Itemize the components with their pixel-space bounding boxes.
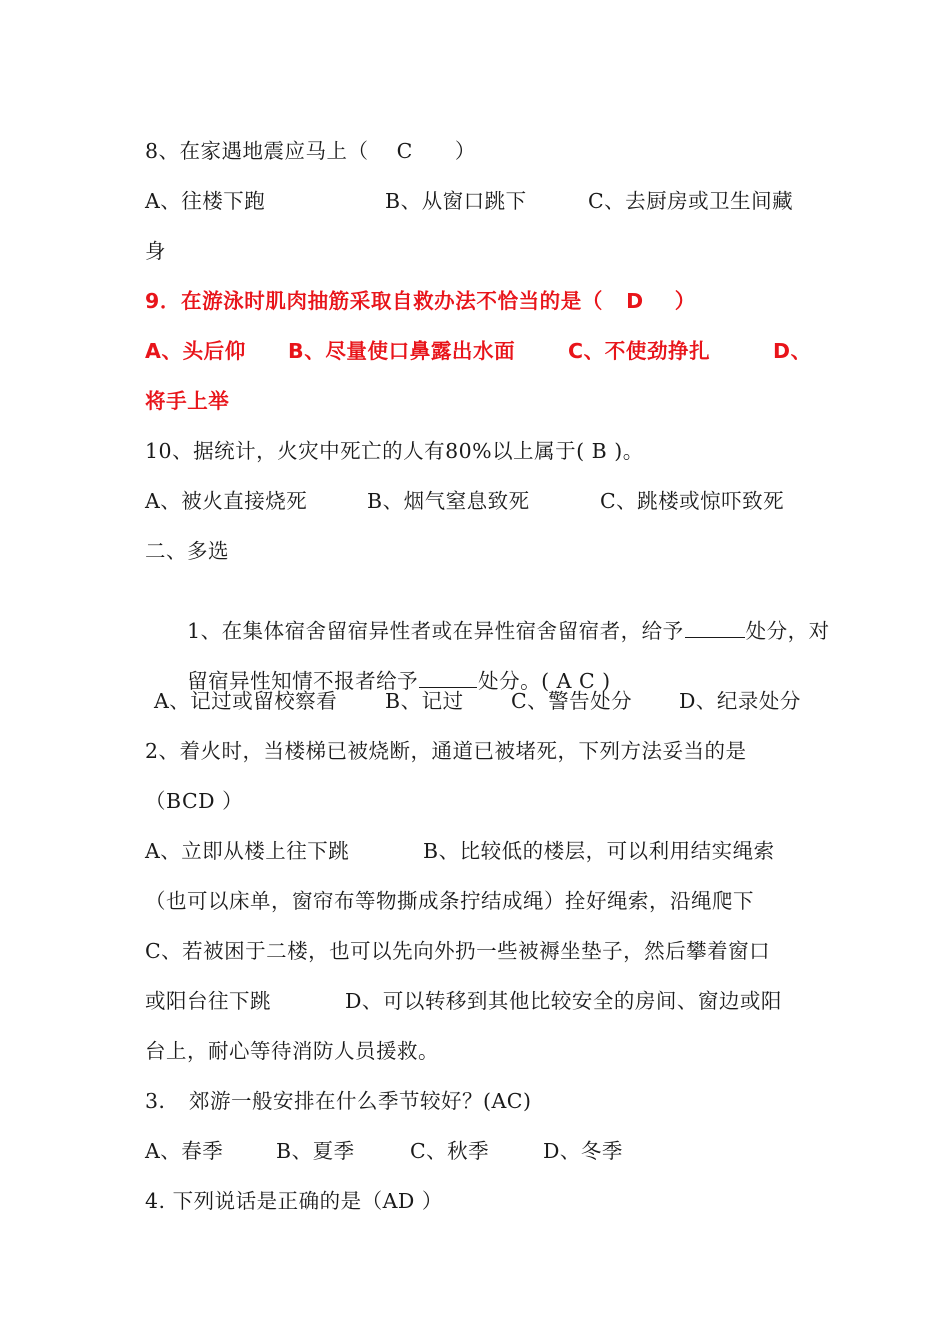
option-c: C、去厨房或卫生间藏 — [588, 189, 794, 213]
mc-question-3-options — [145, 1136, 815, 1166]
option-a: A、被火直接烧死 — [145, 489, 308, 513]
mc-question-1-line-2 — [145, 636, 815, 693]
mc-question-2-text: 2、着火时，当楼梯已被烧断，通道已被堵死，下列方法妥当的是 — [145, 739, 747, 763]
option-d: D、 — [773, 339, 812, 363]
mc-question-1-options — [145, 686, 815, 716]
option-a: A、往楼下跑 — [145, 189, 266, 213]
blank-line — [685, 617, 745, 638]
mc-question-1-part-4: 处分。( A C ) — [478, 669, 611, 693]
option-c: C、若被困于二楼，也可以先向外扔一些被褥坐垫子，然后攀着窗口 — [145, 939, 771, 963]
section-heading — [145, 536, 815, 566]
option-c: C、秋季 — [410, 1139, 490, 1163]
question-8-text: 8、在家遇地震应马上（ C ） — [145, 139, 476, 163]
question-9-options — [145, 336, 815, 366]
option-d: D、冬季 — [543, 1139, 623, 1163]
mc-question-3-text: 郊游一般安排在什么季节较好？(AC) — [189, 1089, 532, 1113]
mc-question-2-line-1 — [145, 736, 815, 766]
question-9-text: 9．在游泳时肌肉抽筋采取自救办法不恰当的是（ D ） — [145, 289, 696, 313]
option-b: B、烟气窒息致死 — [367, 489, 530, 513]
option-c: C、跳楼或惊吓致死 — [600, 489, 785, 513]
mc-question-4 — [145, 1186, 815, 1216]
option-d-continued: 台上，耐心等待消防人员援救。 — [145, 1039, 439, 1063]
mc-question-2-options-4 — [145, 986, 815, 1016]
option-b: B、夏季 — [276, 1139, 355, 1163]
option-d: D、可以转移到其他比较安全的房间、窗边或阳 — [345, 989, 782, 1013]
option-a: A、立即从楼上往下跳 — [145, 839, 350, 863]
mc-question-1-part-1: 1、在集体宿舍留宿异性者或在异性宿舍留宿者，给予 — [187, 619, 684, 643]
option-b: B、记过 — [385, 689, 464, 713]
option-c-continued: 身 — [145, 239, 166, 263]
mc-question-3 — [145, 1086, 815, 1116]
question-8 — [145, 136, 815, 166]
mc-question-1-part-2: 处分，对 — [745, 619, 830, 643]
question-9-options-wrap — [145, 386, 815, 416]
option-b: B、从窗口跳下 — [385, 189, 527, 213]
mc-question-2-options-3 — [145, 936, 815, 966]
option-a: A、记过或留校察看 — [154, 689, 338, 713]
question-8-options — [145, 186, 815, 216]
option-d-continued: 将手上举 — [145, 389, 230, 413]
blank-line — [419, 667, 477, 688]
question-8-options-wrap — [145, 236, 815, 266]
question-10 — [145, 436, 815, 466]
mc-question-2-options-1 — [145, 836, 815, 866]
option-b-continued: （也可以床单，窗帘布等物撕成条拧结成绳）拴好绳索，沿绳爬下 — [145, 889, 754, 913]
option-c: C、警告处分 — [511, 689, 633, 713]
option-c-continued: 或阳台往下跳 — [145, 989, 271, 1013]
mc-question-2-answer: （BCD ） — [145, 789, 244, 813]
mc-question-3-number: 3． — [145, 1089, 180, 1113]
mc-question-2-line-2 — [145, 786, 815, 816]
question-10-text: 10、据统计，火灾中死亡的人有80%以上属于( B )。 — [145, 439, 644, 463]
question-9 — [145, 286, 815, 316]
option-b: B、尽量使口鼻露出水面 — [288, 339, 516, 363]
option-b: B、比较低的楼层，可以利用结实绳索 — [423, 839, 775, 863]
mc-question-1-line-1 — [145, 586, 830, 643]
mc-question-2-options-5 — [145, 1036, 815, 1066]
option-a: A、春季 — [145, 1139, 224, 1163]
section-title: 二、多选 — [145, 539, 229, 563]
question-10-options — [145, 486, 815, 516]
option-c: C、不使劲挣扎 — [568, 339, 711, 363]
option-d: D、纪录处分 — [679, 689, 801, 713]
mc-question-4-text: 4. 下列说话是正确的是（AD ） — [145, 1189, 443, 1213]
mc-question-2-options-2 — [145, 886, 815, 916]
option-a: A、头后仰 — [145, 339, 246, 363]
mc-question-1-part-3: 留宿异性知情不报者给予 — [187, 669, 419, 693]
